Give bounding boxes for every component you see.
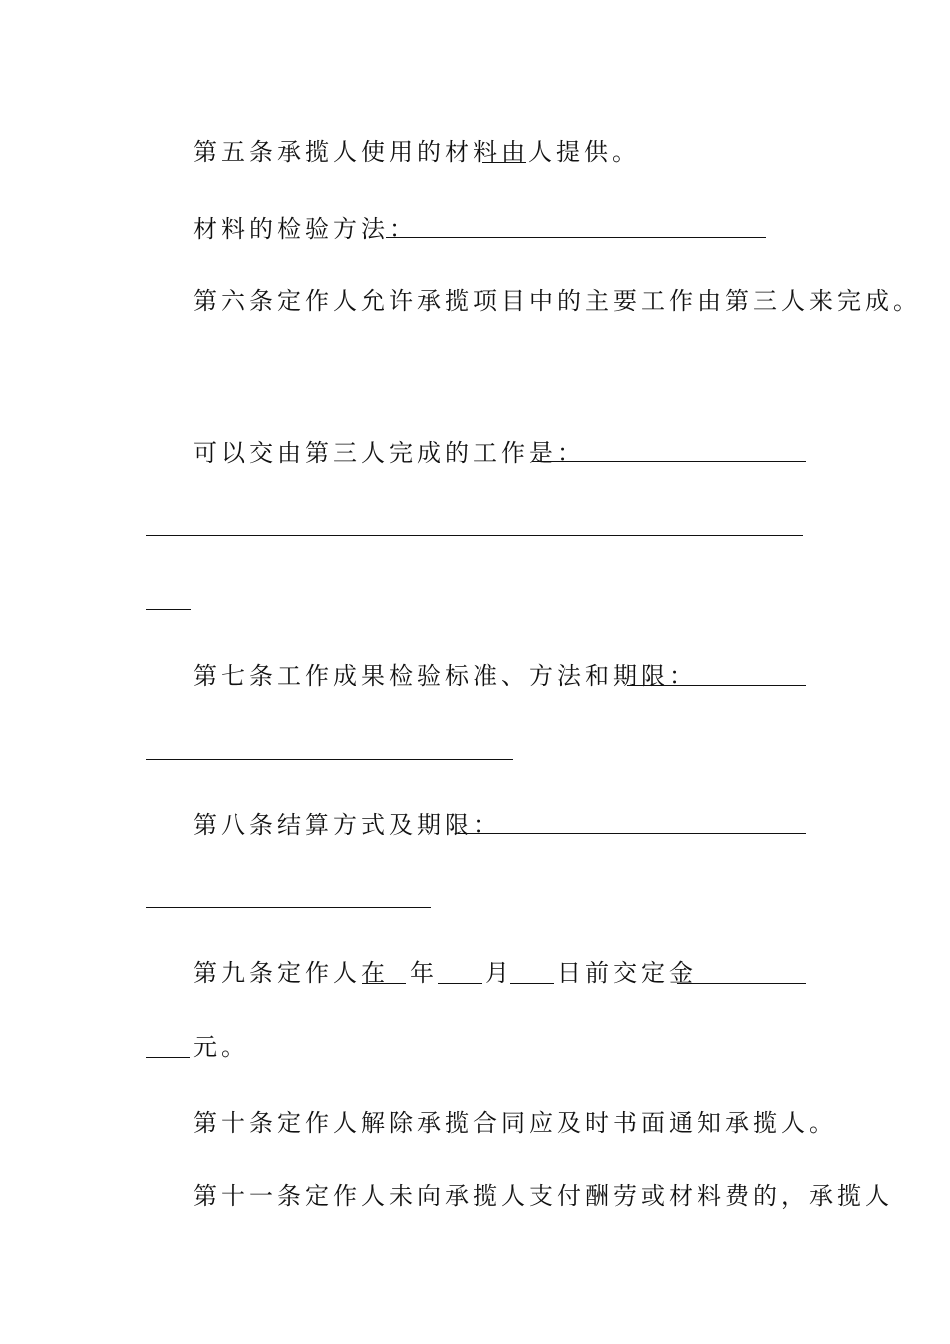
- clause-5-text-b: 人提供。: [528, 138, 640, 166]
- clause-9-day-deposit: 日前交定金: [557, 959, 697, 987]
- material-inspection-blank: [386, 237, 766, 238]
- clause-9-unit: 元。: [193, 1033, 249, 1061]
- clause-5-blank: [482, 162, 526, 163]
- clause-6: 第六条定作人允许承揽项目中的主要工作由第三人来完成。: [193, 287, 921, 315]
- third-party-work-label: 可以交由第三人完成的工作是：: [193, 439, 585, 467]
- clause-8-label: 第八条结算方式及期限：: [193, 811, 501, 839]
- clause-5-tail: [528, 137, 640, 167]
- clause-9-amount-blank-1: [677, 983, 806, 984]
- clause-8-blank-2: [146, 907, 431, 908]
- clause-10: 第十条定作人解除承揽合同应及时书面通知承揽人。: [193, 1109, 837, 1137]
- clause-9-month: 月: [485, 959, 513, 987]
- clause-9-amount-blank-2: [146, 1057, 190, 1058]
- clause-5: [193, 137, 529, 167]
- clause-7-blank-2: [146, 759, 513, 760]
- third-party-work-blank-3: [146, 609, 191, 610]
- third-party-work-blank-1: [532, 461, 806, 462]
- clause-9-day-blank: [510, 983, 554, 984]
- material-inspection-label: 材料的检验方法：: [193, 215, 417, 243]
- clause-9-year: 年: [410, 959, 438, 987]
- clause-8-blank-1: [458, 833, 806, 834]
- third-party-work-blank-2: [146, 535, 803, 536]
- clause-7-label: 第七条工作成果检验标准、方法和期限：: [193, 662, 697, 690]
- clause-11: 第十一条定作人未向承揽人支付酬劳或材料费的，承揽人: [193, 1182, 893, 1210]
- clause-9-text-a: 第九条定作人在: [193, 959, 389, 987]
- clause-5-text-a: 第五条承揽人使用的材料由: [193, 138, 529, 166]
- clause-7-blank-1: [627, 685, 806, 686]
- clause-9-year-blank: [362, 983, 406, 984]
- clause-9-month-blank: [438, 983, 482, 984]
